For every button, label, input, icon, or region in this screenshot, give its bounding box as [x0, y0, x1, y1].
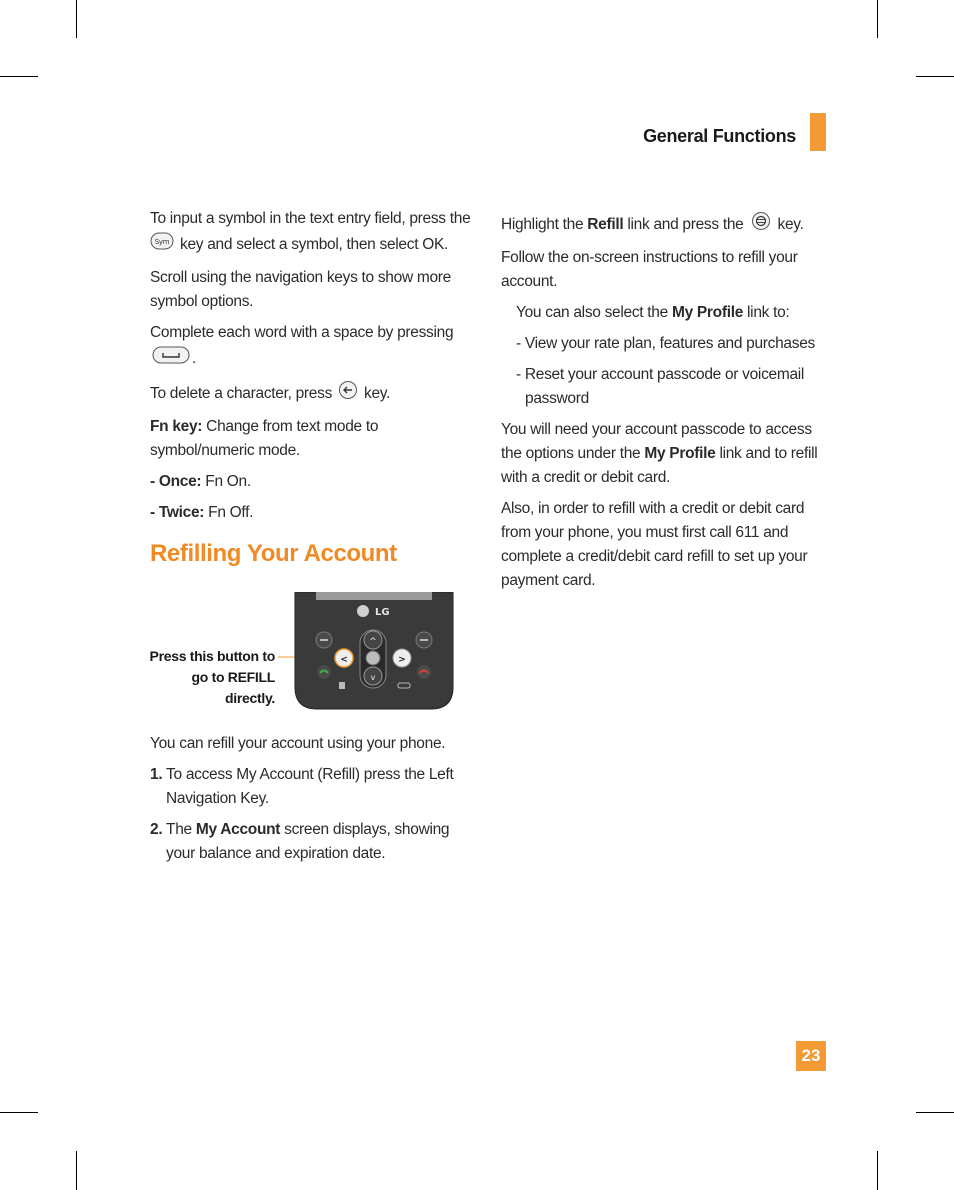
crop-mark	[76, 1151, 77, 1190]
ok-key-icon	[748, 211, 774, 239]
crop-mark	[0, 76, 38, 77]
crop-mark	[916, 76, 954, 77]
svg-text:<: <	[340, 655, 348, 665]
step-1: 1. To access My Account (Refill) press the Left Navigation Key.	[150, 766, 454, 807]
crop-mark	[76, 0, 77, 38]
page-header-title: General Functions	[643, 126, 796, 146]
paragraph-delete: To delete a character, press key.	[150, 380, 480, 408]
header-accent-bar	[810, 113, 826, 151]
crop-mark	[916, 1112, 954, 1113]
paragraph-twice: - Twice: Fn Off.	[150, 504, 254, 521]
ok-key	[366, 651, 380, 665]
paragraph-fn-key: Fn key: Change from text mode to symbol/numeric mode.	[150, 418, 379, 459]
paragraph-space: Complete each word with a space by pressing .	[150, 321, 480, 373]
back-key-icon	[336, 380, 360, 408]
list-item: - View your rate plan, features and purchases	[516, 335, 815, 352]
svg-text:Sym: Sym	[154, 238, 170, 246]
step-2: 2. The My Account screen displays, showing your balance and expiration date.	[150, 821, 450, 862]
paragraph-refill-intro: You can refill your account using your phone.	[150, 735, 446, 752]
crop-mark	[0, 1112, 38, 1113]
paragraph-passcode: You will need your account passcode to access the options under the My Profile link and to refill with a credit or debit card.	[501, 421, 818, 486]
paragraph-symbol-input: To input a symbol in the text entry field, press the Sym key and select a symbol, then select OK.	[150, 207, 480, 259]
page-number: 23	[796, 1041, 826, 1071]
send-key	[317, 665, 331, 679]
paragraph-scroll: Scroll using the navigation keys to show more symbol options.	[150, 269, 451, 310]
end-key	[417, 665, 431, 679]
right-column	[501, 211, 826, 600]
svg-text:v: v	[370, 673, 376, 682]
paragraph-follow-instructions: Follow the on-screen instructions to refill your account.	[501, 249, 798, 290]
paragraph-highlight-refill: Highlight the Refill link and press the key.	[501, 211, 826, 239]
illustration-caption: Press this button to go to REFILL directly.	[149, 648, 275, 706]
left-column-bottom	[150, 732, 480, 873]
paragraph-credit-card: Also, in order to refill with a credit or debit card from your phone, you must first call 611 and complete a credit/debit card refill to set up your payment card.	[501, 500, 808, 589]
phone-brand-logo: LG	[375, 607, 390, 618]
crop-mark	[877, 1151, 878, 1190]
paragraph-once: - Once: Fn On.	[150, 473, 251, 490]
crop-mark	[877, 0, 878, 38]
section-title: Refilling Your Account	[150, 540, 397, 567]
left-column-top	[150, 207, 480, 532]
phone-keypad-illustration	[270, 592, 460, 712]
list-item: - Reset your account passcode or voicemail password	[516, 366, 805, 407]
svg-text:^: ^	[369, 637, 377, 647]
sym-key-icon	[150, 231, 176, 259]
space-key-icon	[150, 345, 192, 373]
svg-text:>: >	[398, 655, 406, 665]
paragraph-my-profile: You can also select the My Profile link to:	[516, 304, 790, 321]
